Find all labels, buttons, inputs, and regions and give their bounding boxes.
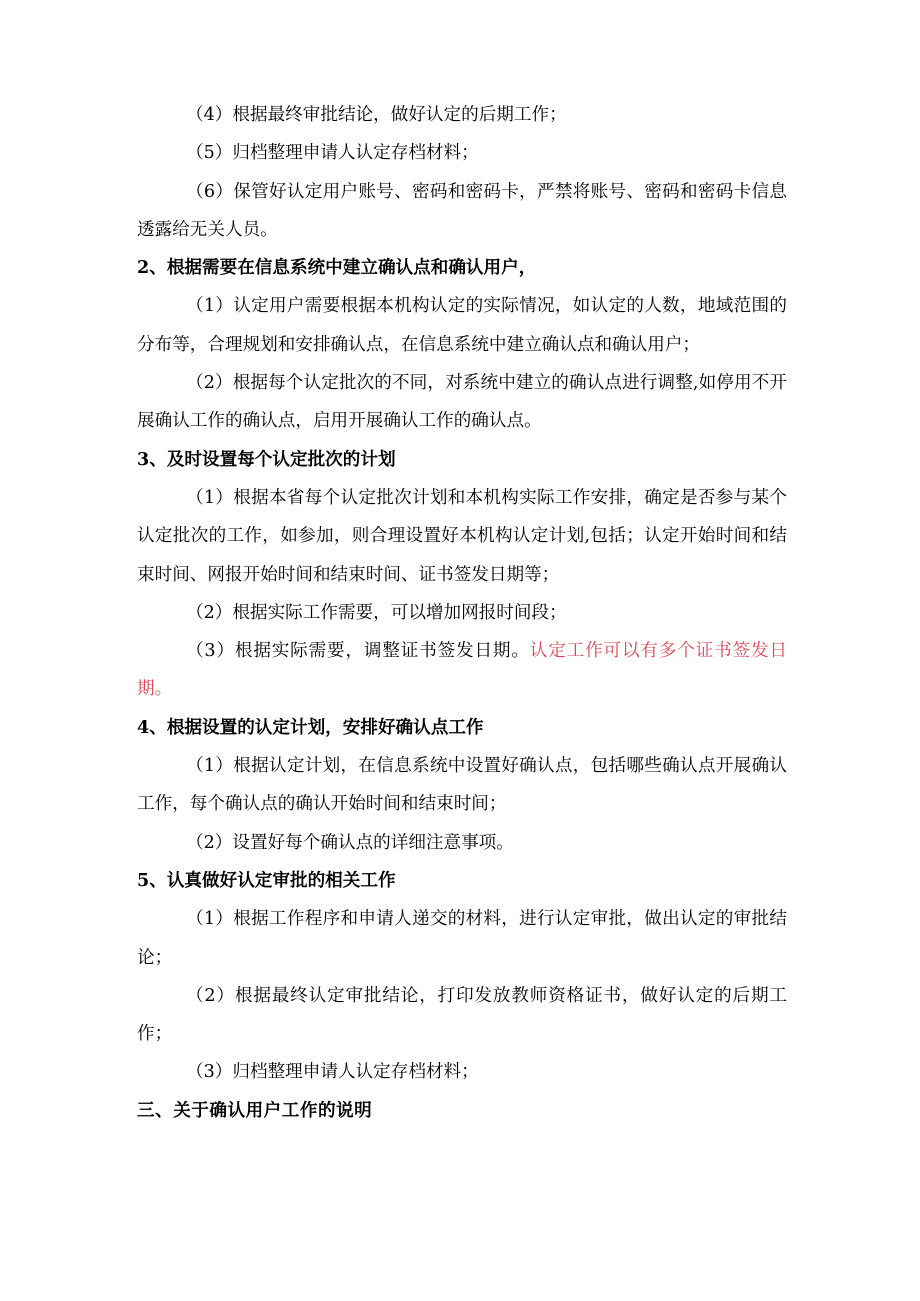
document-page bbox=[137, 96, 787, 1130]
list-item-3-archive-materials: （3）归档整理申请人认定存档材料； bbox=[186, 1062, 479, 1083]
issue-date-note: 认定工作可以有多个证书签发日期。 bbox=[137, 641, 787, 700]
list-item-2-adjust-confirmation-points: （2）根据每个认定批次的不同，对系统中建立的确认点进行调整,如停用不开展确认工作的确认点，启用开展确认工作的确认点。 bbox=[137, 373, 787, 432]
heading-3-batch-plan: 3、及时设置每个认定批次的计划 bbox=[137, 448, 396, 470]
list-item-6-keep-account-safe: （6）保管好认定用户账号、密码和密码卡，严禁将账号、密码和密码卡信息透露给无关人员。 bbox=[137, 181, 787, 240]
list-item-2-print-certificates: （2）根据最终认定审批结论，打印发放教师资格证书，做好认定的后期工作； bbox=[137, 985, 787, 1045]
list-item-1-configure-confirmation-points: （1）根据认定计划，在信息系统中设置好确认点，包括哪些确认点开展确认工作，每个确认点的确认开始时间和结束时间； bbox=[137, 756, 787, 815]
heading-2-confirmation-points: 2、根据需要在信息系统中建立确认点和确认用户， bbox=[137, 257, 537, 279]
heading-5-approval-work: 5、认真做好认定审批的相关工作 bbox=[137, 869, 396, 891]
section-3-title: 三、关于确认用户工作的说明 bbox=[137, 1099, 373, 1121]
list-item-1-set-batch-plan: （1）根据本省每个认定批次计划和本机构实际工作安排，确定是否参与某个认定批次的工作，如参加，则合理设置好本机构认定计划,包括；认定开始时间和结束时间、网报开始时间和结束时间、证书签发日期等； bbox=[137, 487, 787, 585]
list-item-5-archive-materials: （5）归档整理申请人认定存档材料； bbox=[186, 143, 479, 164]
list-item-4-final-approval: （4）根据最终审批结论，做好认定的后期工作； bbox=[186, 105, 567, 125]
heading-4-arrange-confirmation: 4、根据设置的认定计划，安排好确认点工作 bbox=[137, 716, 484, 738]
list-item-1-plan-confirmation-points: （1）认定用户需要根据本机构认定的实际情况，如认定的人数，地域范围的分布等，合理规划和安排确认点，在信息系统中建立确认点和确认用户； bbox=[137, 296, 787, 355]
list-item-3-adjust-issue-date bbox=[137, 632, 787, 709]
issue-date-text: （3）根据实际需要，调整证书签发日期。 bbox=[186, 641, 530, 662]
list-item-2-notes-per-point: （2）设置好每个确认点的详细注意事项。 bbox=[186, 832, 514, 853]
list-item-1-approval-conclusion: （1）根据工作程序和申请人递交的材料，进行认定审批，做出认定的审批结论； bbox=[137, 909, 787, 968]
list-item-2-add-registration-period: （2）根据实际工作需要，可以增加网报时间段； bbox=[186, 602, 567, 623]
